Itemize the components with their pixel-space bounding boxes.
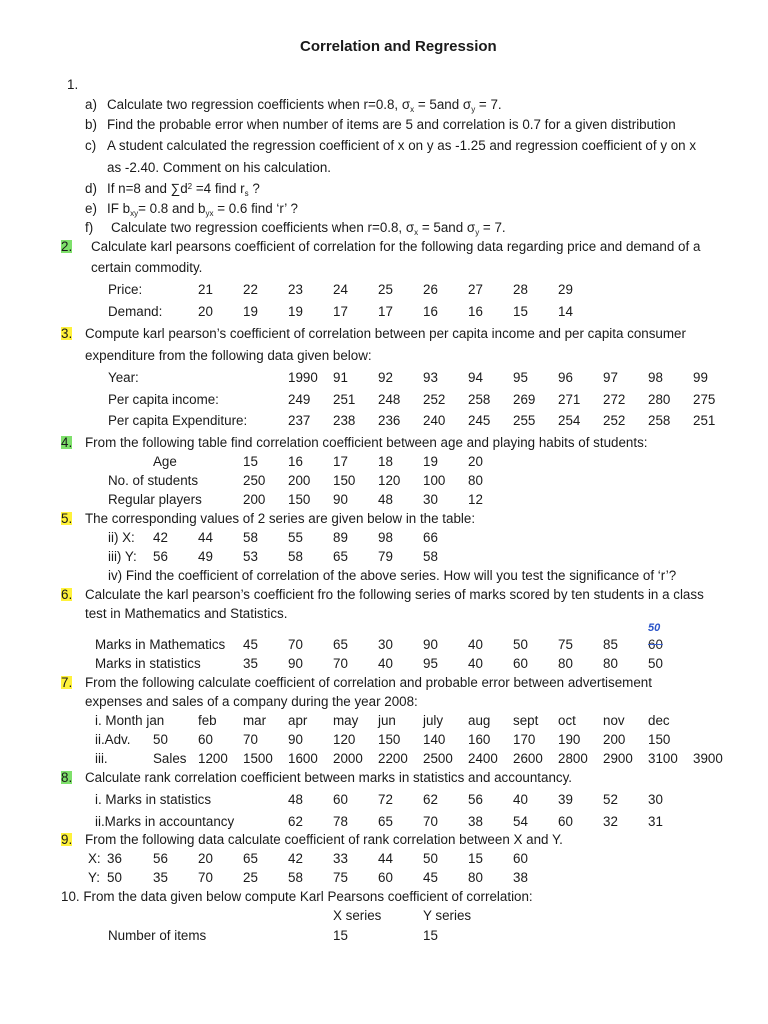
question-8-number: 8. xyxy=(61,770,73,785)
table-cell: 62 xyxy=(288,814,303,829)
q1c-line1: A student calculated the regression coefficient of x on y as -1.25 and regression coefficient of y on x xyxy=(107,138,697,153)
table-cell: 29 xyxy=(558,282,573,297)
adv-cell: 60 xyxy=(198,732,213,747)
q8-row-label: i. Marks in statistics xyxy=(95,792,212,807)
month-cell: may xyxy=(333,713,359,728)
table-cell: 56 xyxy=(153,549,168,564)
adv-cell: 120 xyxy=(333,732,356,747)
q1f-label: f) xyxy=(85,220,94,235)
adv-cell: 200 xyxy=(603,732,626,747)
table-cell: 26 xyxy=(423,282,438,297)
table-cell: 30 xyxy=(423,492,438,507)
q1f-text: Calculate two regression coefficients when r=0.8, $\sigma_x = 5and$ $\sigma_y = 7$. xyxy=(111,220,506,237)
q10-y-value: 15 xyxy=(423,928,438,943)
q9-row-label: Y: xyxy=(88,870,100,885)
table-cell: 80 xyxy=(558,656,573,671)
table-cell: 251 xyxy=(693,413,716,428)
sales-cell: 2200 xyxy=(378,751,408,766)
table-cell: 20 xyxy=(468,454,483,469)
table-cell: 271 xyxy=(558,392,581,407)
table-cell: 90 xyxy=(288,656,303,671)
q4-row-label: Age xyxy=(153,454,177,469)
month-cell: oct xyxy=(558,713,576,728)
q3-line2: expenditure from the following data given below: xyxy=(85,348,372,363)
table-cell: 62 xyxy=(423,792,438,807)
table-cell: 94 xyxy=(468,370,483,385)
month-cell: apr xyxy=(288,713,308,728)
table-cell: 16 xyxy=(423,304,438,319)
table-cell: 42 xyxy=(288,851,303,866)
table-cell: 31 xyxy=(648,814,663,829)
q2-row-label: Price: xyxy=(108,282,143,297)
table-cell: 39 xyxy=(558,792,573,807)
table-cell: 93 xyxy=(423,370,438,385)
q10-col-y: Y series xyxy=(423,908,472,923)
q10-col-x: X series xyxy=(333,908,382,923)
month-cell: feb xyxy=(198,713,217,728)
month-cell: dec xyxy=(648,713,670,728)
table-cell: 17 xyxy=(333,304,348,319)
q7-line1: From the following calculate coefficient of correlation and probable error between advertisement xyxy=(85,675,652,690)
q2-line1: Calculate karl pearsons coefficient of correlation for the following data regarding price and demand of a xyxy=(91,239,701,254)
table-cell: 75 xyxy=(558,637,573,652)
q5-line4: iv) Find the coefficient of correlation of the above series. How will you test the significance of ‘r’? xyxy=(108,568,677,583)
q8-row-label: ii.Marks in accountancy xyxy=(95,814,235,829)
table-cell: 20 xyxy=(198,851,213,866)
adv-cell: 90 xyxy=(288,732,303,747)
table-cell: 72 xyxy=(378,792,393,807)
table-cell: 200 xyxy=(288,473,311,488)
q1c-line2: as -2.40. Comment on his calculation. xyxy=(107,160,332,175)
month-cell: mar xyxy=(243,713,267,728)
table-cell: 38 xyxy=(468,814,483,829)
q1d-text: If n=8 and $\sum d^2 =4$ find $r_s$ ? xyxy=(107,181,260,198)
question-5-number: 5. xyxy=(61,511,73,526)
table-cell: 50 xyxy=(423,851,438,866)
table-cell: 48 xyxy=(378,492,393,507)
table-cell: 50 xyxy=(513,637,528,652)
table-cell: 40 xyxy=(468,637,483,652)
adv-cell: 140 xyxy=(423,732,446,747)
table-cell: 48 xyxy=(288,792,303,807)
q6-row-label: Marks in Mathematics xyxy=(95,637,226,652)
table-cell: 97 xyxy=(603,370,618,385)
adv-cell: 150 xyxy=(648,732,671,747)
table-cell: 70 xyxy=(288,637,303,652)
table-cell: 237 xyxy=(288,413,311,428)
table-cell: 120 xyxy=(378,473,401,488)
adv-cell: 50 xyxy=(153,732,168,747)
q1a-text: Calculate two regression coefficients when r=0.8, $\sigma_x = 5and$ $\sigma_y = 7$. xyxy=(107,97,502,114)
table-cell: 269 xyxy=(513,392,536,407)
table-cell: 12 xyxy=(468,492,483,507)
table-cell: 33 xyxy=(333,851,348,866)
table-cell: 56 xyxy=(468,792,483,807)
question-4-number: 4. xyxy=(61,435,73,450)
table-cell: 14 xyxy=(558,304,573,319)
table-cell: 36 xyxy=(107,851,122,866)
q8-line1: Calculate rank correlation coefficient between marks in statistics and accountancy. xyxy=(85,770,573,785)
q3-row-label: Per capita income: xyxy=(108,392,219,407)
q4-line1: From the following table find correlation coefficient between age and playing habits of students: xyxy=(85,435,648,450)
table-cell: 44 xyxy=(198,530,213,545)
table-cell: 23 xyxy=(288,282,303,297)
table-cell: 252 xyxy=(603,413,626,428)
table-cell: 250 xyxy=(243,473,266,488)
sales-cell: 3100 xyxy=(648,751,678,766)
table-cell: 60 xyxy=(378,870,393,885)
q5-row-label: iii) Y: xyxy=(108,549,137,564)
table-cell: 80 xyxy=(603,656,618,671)
table-cell: 56 xyxy=(153,851,168,866)
question-3-number: 3. xyxy=(61,326,73,341)
table-cell: 58 xyxy=(423,549,438,564)
table-cell: 66 xyxy=(423,530,438,545)
q3-row-label: Per capita Expenditure: xyxy=(108,413,248,428)
q1d-label: d) xyxy=(85,181,97,196)
table-cell: 45 xyxy=(423,870,438,885)
table-cell: 80 xyxy=(468,870,483,885)
table-cell: 15 xyxy=(243,454,258,469)
table-cell: 45 xyxy=(243,637,258,652)
table-cell: 65 xyxy=(378,814,393,829)
table-cell: 30 xyxy=(378,637,393,652)
sales-cell: 2800 xyxy=(558,751,588,766)
q3-row-label: Year: xyxy=(108,370,139,385)
adv-cell: 70 xyxy=(243,732,258,747)
table-cell: 240 xyxy=(423,413,446,428)
q3-line1: Compute karl pearson’s coefficient of correlation between per capita income and per capita consumer xyxy=(85,326,686,341)
table-cell: 90 xyxy=(333,492,348,507)
table-cell: 150 xyxy=(333,473,356,488)
table-cell: 248 xyxy=(378,392,401,407)
table-cell: 70 xyxy=(423,814,438,829)
table-cell: 89 xyxy=(333,530,348,545)
table-cell: 60 xyxy=(558,814,573,829)
q7-sales-label: iii. xyxy=(95,751,108,766)
table-cell: 65 xyxy=(333,637,348,652)
table-cell: 65 xyxy=(243,851,258,866)
question-7-number: 7. xyxy=(61,675,73,690)
q7-months-label: i. Month jan xyxy=(95,713,165,728)
q7-adv-label: ii.Adv. xyxy=(95,732,131,747)
table-cell: 96 xyxy=(558,370,573,385)
question-6-number: 6. xyxy=(61,587,73,602)
table-cell: 70 xyxy=(198,870,213,885)
table-cell: 236 xyxy=(378,413,401,428)
table-cell: 28 xyxy=(513,282,528,297)
table-cell: 35 xyxy=(243,656,258,671)
table-cell: 251 xyxy=(333,392,356,407)
adv-cell: 160 xyxy=(468,732,491,747)
table-cell: 92 xyxy=(378,370,393,385)
table-cell: 98 xyxy=(378,530,393,545)
question-9-number: 9. xyxy=(61,832,73,847)
month-cell: jun xyxy=(378,713,396,728)
table-cell: 98 xyxy=(648,370,663,385)
table-cell: 27 xyxy=(468,282,483,297)
table-cell: 80 xyxy=(468,473,483,488)
sales-cell: 1600 xyxy=(288,751,318,766)
question-1-number: 1. xyxy=(67,77,79,92)
table-cell: 99 xyxy=(693,370,708,385)
q5-line1: The corresponding values of 2 series are given below in the table: xyxy=(85,511,476,526)
handwritten-correction: 50 xyxy=(648,622,661,634)
q6-line2: test in Mathematics and Statistics. xyxy=(85,606,288,621)
q9-row-label: X: xyxy=(88,851,101,866)
table-cell: 58 xyxy=(288,549,303,564)
q2-row-label: Demand: xyxy=(108,304,163,319)
table-cell: 245 xyxy=(468,413,491,428)
table-cell: 55 xyxy=(288,530,303,545)
table-cell: 249 xyxy=(288,392,311,407)
table-cell: 65 xyxy=(333,549,348,564)
table-cell: 100 xyxy=(423,473,446,488)
q1a-label: a) xyxy=(85,97,97,112)
sales-cell: 2400 xyxy=(468,751,498,766)
table-cell: 50 xyxy=(648,656,663,671)
q10-row-label: Number of items xyxy=(108,928,207,943)
sales-cell: 2000 xyxy=(333,751,363,766)
q5-row-label: ii) X: xyxy=(108,530,135,545)
table-cell: 22 xyxy=(243,282,258,297)
table-cell: 54 xyxy=(513,814,528,829)
table-cell: 53 xyxy=(243,549,258,564)
table-cell: 50 xyxy=(107,870,122,885)
q10-line1: 10. From the data given below compute Karl Pearsons coefficient of correlation: xyxy=(61,889,533,904)
adv-cell: 170 xyxy=(513,732,536,747)
table-cell: 95 xyxy=(513,370,528,385)
table-cell: 15 xyxy=(513,304,528,319)
sales-cell: 1500 xyxy=(243,751,273,766)
table-cell: 258 xyxy=(468,392,491,407)
q2-line2: certain commodity. xyxy=(91,260,203,275)
table-cell: 42 xyxy=(153,530,168,545)
table-cell: 52 xyxy=(603,792,618,807)
table-cell: 60 xyxy=(513,656,528,671)
q7-line2: expenses and sales of a company during the year 2008: xyxy=(85,694,418,709)
table-cell: 60 xyxy=(333,792,348,807)
table-cell: 24 xyxy=(333,282,348,297)
table-cell: 25 xyxy=(378,282,393,297)
table-cell: 16 xyxy=(288,454,303,469)
q7-sales-word: Sales xyxy=(153,751,187,766)
month-cell: nov xyxy=(603,713,625,728)
table-cell: 200 xyxy=(243,492,266,507)
q6-row-label: Marks in statistics xyxy=(95,656,201,671)
table-cell: 90 xyxy=(423,637,438,652)
q4-row-label: No. of students xyxy=(108,473,199,488)
table-cell: 58 xyxy=(288,870,303,885)
table-cell: 18 xyxy=(378,454,393,469)
table-cell: 19 xyxy=(243,304,258,319)
table-cell: 15 xyxy=(468,851,483,866)
q6-line1: Calculate the karl pearson’s coefficient fro the following series of marks scored by ten students in a class xyxy=(85,587,704,602)
table-cell: 60 xyxy=(513,851,528,866)
page-title: Correlation and Regression xyxy=(300,38,497,55)
q10-x-value: 15 xyxy=(333,928,348,943)
table-cell: 252 xyxy=(423,392,446,407)
table-cell: 30 xyxy=(648,792,663,807)
q1e-text: IF $b_{xy}= 0.8$ and $b_{yx} = 0.6$ find ‘r’ ? xyxy=(107,201,298,218)
table-cell: 32 xyxy=(603,814,618,829)
table-cell: 258 xyxy=(648,413,671,428)
table-cell: 150 xyxy=(288,492,311,507)
table-cell: 25 xyxy=(243,870,258,885)
month-cell: sept xyxy=(513,713,539,728)
question-2-number: 2. xyxy=(61,239,73,254)
table-cell: 280 xyxy=(648,392,671,407)
q9-line1: From the following data calculate coefficient of rank correlation between X and Y. xyxy=(85,832,563,847)
table-cell: 40 xyxy=(468,656,483,671)
sales-cell: 2500 xyxy=(423,751,453,766)
table-cell: 275 xyxy=(693,392,716,407)
table-cell: 17 xyxy=(333,454,348,469)
table-cell: 58 xyxy=(243,530,258,545)
table-cell: 79 xyxy=(378,549,393,564)
q1b-text: Find the probable error when number of items are 5 and correlation is 0.7 for a given distribution xyxy=(107,117,676,132)
table-cell: 21 xyxy=(198,282,213,297)
sales-cell: 2600 xyxy=(513,751,543,766)
table-cell: 95 xyxy=(423,656,438,671)
table-cell: 255 xyxy=(513,413,536,428)
table-cell: 91 xyxy=(333,370,348,385)
month-cell: aug xyxy=(468,713,491,728)
table-cell: 60 xyxy=(648,637,663,652)
adv-cell: 150 xyxy=(378,732,401,747)
table-cell: 16 xyxy=(468,304,483,319)
q1e-label: e) xyxy=(85,201,97,216)
table-cell: 238 xyxy=(333,413,356,428)
table-cell: 44 xyxy=(378,851,393,866)
sales-cell: 1200 xyxy=(198,751,228,766)
table-cell: 40 xyxy=(378,656,393,671)
table-cell: 19 xyxy=(423,454,438,469)
month-cell: july xyxy=(423,713,444,728)
sales-cell: 2900 xyxy=(603,751,633,766)
q1b-label: b) xyxy=(85,117,97,132)
table-cell: 19 xyxy=(288,304,303,319)
table-cell: 17 xyxy=(378,304,393,319)
table-cell: 38 xyxy=(513,870,528,885)
table-cell: 75 xyxy=(333,870,348,885)
table-cell: 35 xyxy=(153,870,168,885)
table-cell: 272 xyxy=(603,392,626,407)
table-cell: 78 xyxy=(333,814,348,829)
adv-cell: 190 xyxy=(558,732,581,747)
table-cell: 254 xyxy=(558,413,581,428)
table-cell: 85 xyxy=(603,637,618,652)
sales-cell: 3900 xyxy=(693,751,723,766)
table-cell: 40 xyxy=(513,792,528,807)
table-cell: 70 xyxy=(333,656,348,671)
table-cell: 1990 xyxy=(288,370,318,385)
table-cell: 49 xyxy=(198,549,213,564)
q4-row-label: Regular players xyxy=(108,492,202,507)
table-cell: 20 xyxy=(198,304,213,319)
q1c-label: c) xyxy=(85,138,97,153)
